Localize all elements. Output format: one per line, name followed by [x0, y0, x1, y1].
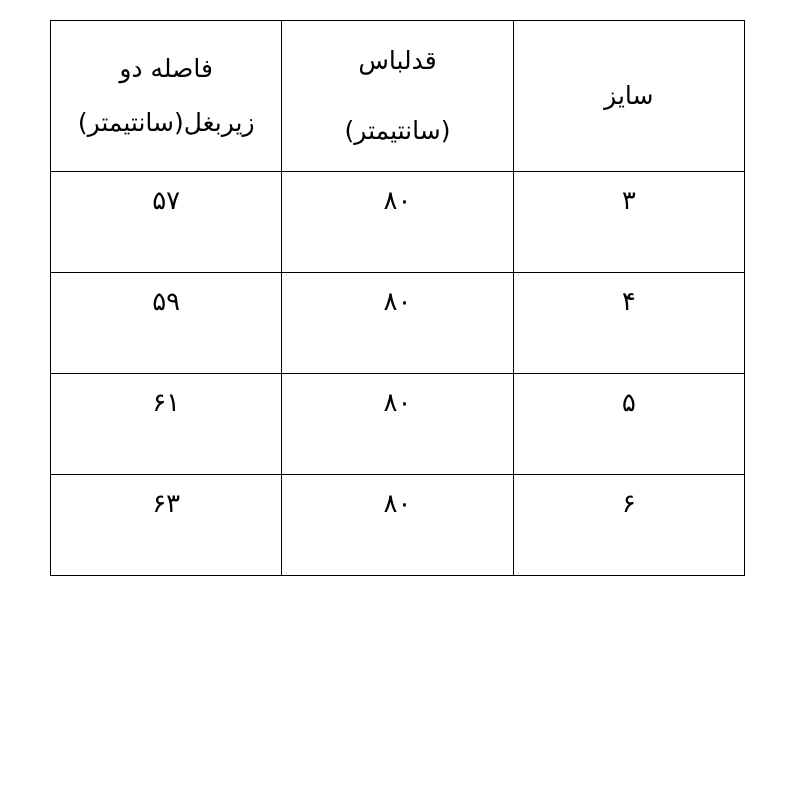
header-armpit-cell	[51, 21, 282, 172]
size-cell: ۳	[513, 172, 744, 273]
size-chart-table	[50, 20, 745, 576]
header-height-label: قدلباس	[358, 46, 437, 75]
height-cell: ۸۰	[282, 475, 513, 576]
table-header-row	[51, 21, 745, 172]
table-row	[51, 374, 745, 475]
header-size-cell	[513, 21, 744, 172]
header-height-cell	[282, 21, 513, 172]
size-cell: ۵	[513, 374, 744, 475]
table-row	[51, 273, 745, 374]
armpit-cell: ۶۳	[51, 475, 282, 576]
height-cell: ۸۰	[282, 374, 513, 475]
height-cell: ۸۰	[282, 172, 513, 273]
armpit-cell: ۶۱	[51, 374, 282, 475]
height-cell: ۸۰	[282, 273, 513, 374]
table-row	[51, 172, 745, 273]
header-armpit-unit: زیربغل(سانتیمتر)	[77, 108, 255, 137]
size-cell: ۴	[513, 273, 744, 374]
armpit-cell: ۵۹	[51, 273, 282, 374]
size-cell: ۶	[513, 475, 744, 576]
header-height-unit: (سانتیمتر)	[344, 116, 451, 145]
header-armpit-label: فاصله دو	[119, 54, 213, 83]
armpit-cell: ۵۷	[51, 172, 282, 273]
table-row	[51, 475, 745, 576]
header-size-label: سایز	[604, 81, 654, 110]
